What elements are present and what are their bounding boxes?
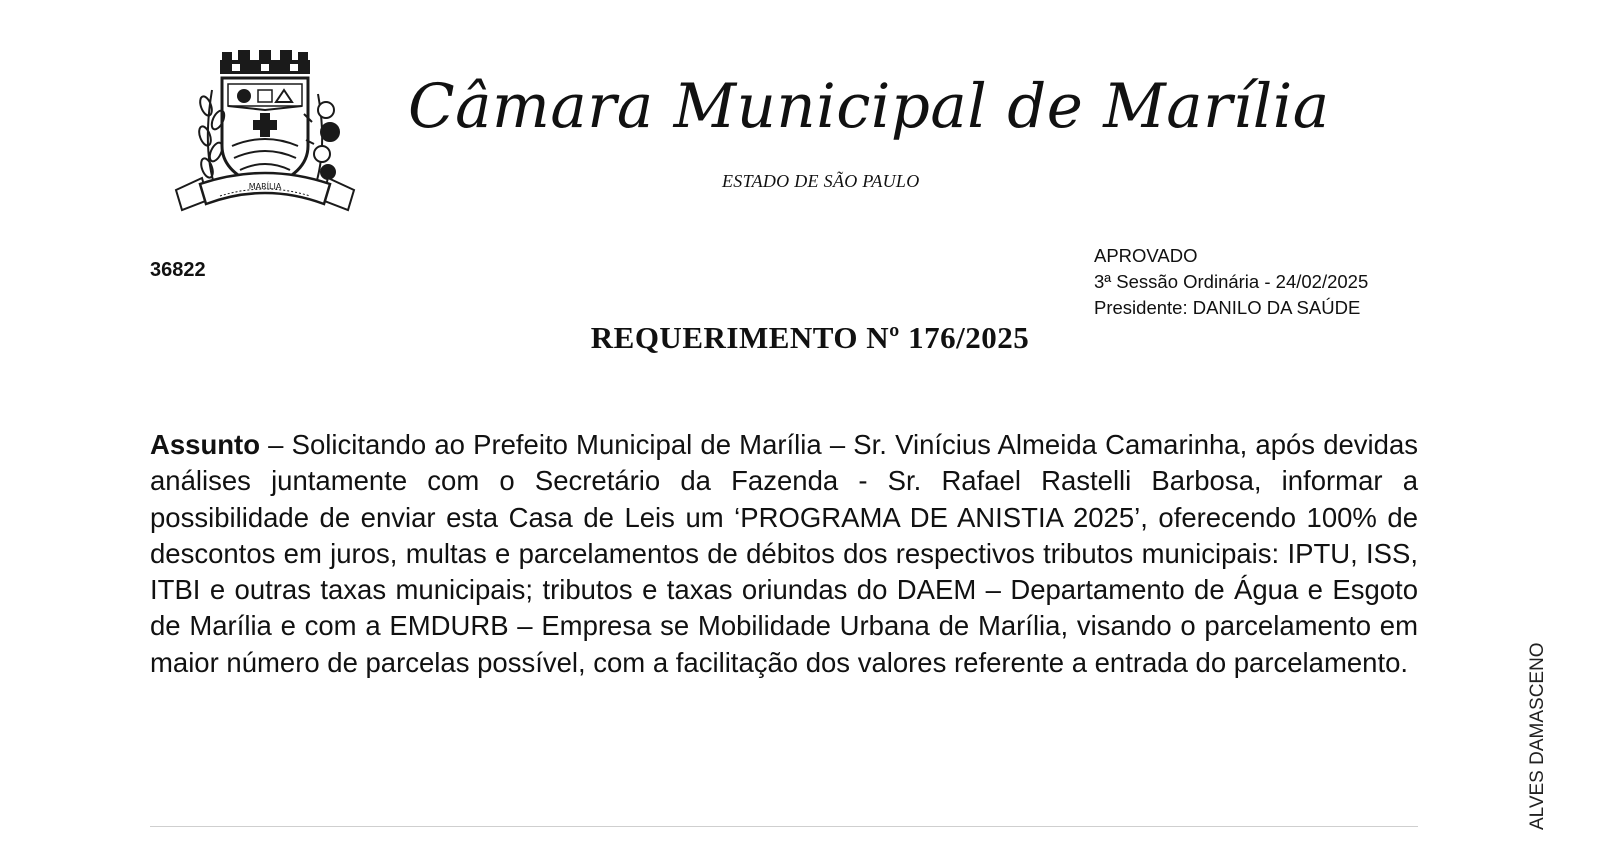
state-subtitle: ESTADO DE SÃO PAULO [722, 171, 920, 191]
page-title: Câmara Municipal de Marília [408, 71, 1330, 142]
subject-label: Assunto [150, 429, 260, 460]
approval-president: Presidente: DANILO DA SAÚDE [1094, 297, 1361, 318]
document-number: 36822 [150, 259, 206, 281]
approval-stamp [1094, 243, 1368, 321]
crest-motto: MARÍLIA [248, 182, 282, 191]
subject-text: – Solicitando ao Prefeito Municipal de Marília – Sr. Vinícius Almeida Camarinha, após devidas análises juntamente com o Secretário da Fazenda - Sr. Rafael Rastelli Barbosa, informar a possibilidade de enviar esta Casa de Leis um ‘PROGRAMA DE ANISTIA 2025’, oferecendo 100% de descontos em juros, multas e parcelamentos de débitos dos respectivos tributos municipais: IPTU, ISS, ITBI e outras taxas municipais; tributos e taxas oriundas do DAEM – Departamento de Água e Esgoto de Marília e com a EMDURB – Empresa se Mobilidade Urbana de Marília, visando o parcelamento em maior número de parcelas possível, com a facilitação dos valores referente a entrada do parcelamento. [150, 429, 1418, 678]
mural-crown [220, 50, 310, 74]
divider [150, 826, 1418, 827]
coat-of-arms-logo [172, 50, 358, 222]
motto-ribbon [176, 173, 354, 210]
approval-session: 3ª Sessão Ordinária - 24/02/2025 [1094, 271, 1369, 292]
approval-status: APROVADO [1094, 245, 1198, 266]
shield [222, 78, 308, 188]
side-signature-text: ALVES DAMASCENO [1527, 642, 1548, 830]
requirement-title: REQUERIMENTO Nº 176/2025 [590, 320, 1030, 355]
subject-paragraph [150, 427, 1418, 681]
